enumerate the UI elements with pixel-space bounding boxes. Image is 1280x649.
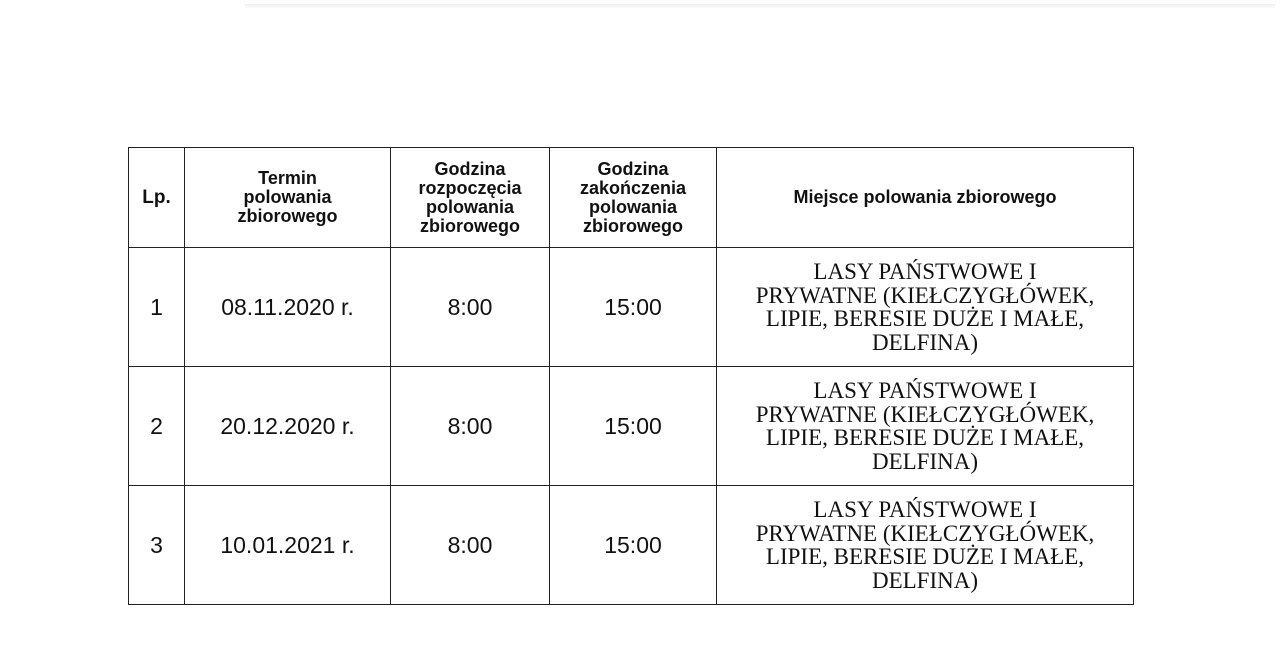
header-start-time [391, 148, 550, 248]
cell-end-time: 15:00 [550, 367, 717, 486]
place-line: DELFINA) [871, 567, 979, 593]
cell-start-time: 8:00 [391, 367, 550, 486]
place-line: DELFINA) [871, 329, 979, 355]
header-line: polowania [243, 187, 332, 207]
header-line: Godzina [597, 158, 669, 179]
cell-start-time: 8:00 [391, 486, 550, 605]
cell-date: 08.11.2020 r. [185, 248, 391, 367]
cell-place [717, 367, 1134, 486]
table-row [129, 486, 1134, 605]
header-line: Godzina [434, 158, 506, 179]
scan-edge-shadow [245, 4, 1275, 8]
table-row [129, 367, 1134, 486]
header-line: zbiorowego [583, 215, 683, 236]
table-row [129, 248, 1134, 367]
place-line: LIPIE, BERESIE DUŻE I MAŁE, [765, 306, 1085, 331]
cell-end-time: 15:00 [550, 248, 717, 367]
place-line: DELFINA) [871, 448, 979, 474]
place-line: PRYWATNE (KIEŁCZYGŁÓWEK, [755, 282, 1095, 308]
place-line: PRYWATNE (KIEŁCZYGŁÓWEK, [755, 401, 1095, 427]
cell-lp: 1 [129, 248, 185, 367]
cell-place [717, 486, 1134, 605]
header-line: rozpoczęcia [418, 177, 522, 198]
cell-date: 10.01.2021 r. [185, 486, 391, 605]
cell-end-time: 15:00 [550, 486, 717, 605]
cell-lp: 3 [129, 486, 185, 605]
cell-start-time: 8:00 [391, 248, 550, 367]
header-lp: Lp. [129, 148, 185, 248]
place-line: LIPIE, BERESIE DUŻE I MAŁE, [765, 425, 1085, 450]
header-line: Termin [258, 168, 317, 188]
header-line: zbiorowego [420, 215, 520, 236]
place-line: PRYWATNE (KIEŁCZYGŁÓWEK, [755, 520, 1095, 546]
header-termin [185, 148, 391, 248]
header-line: zakończenia [579, 177, 687, 198]
header-end-time [550, 148, 717, 248]
header-line: zbiorowego [237, 206, 338, 226]
header-line: polowania [588, 196, 677, 217]
cell-lp: 2 [129, 367, 185, 486]
header-place: Miejsce polowania zbiorowego [717, 148, 1134, 248]
place-line: LASY PAŃSTWOWE I [813, 497, 1037, 522]
header-line: polowania [425, 196, 514, 217]
hunting-schedule-table [128, 147, 1134, 605]
place-line: LASY PAŃSTWOWE I [813, 259, 1037, 284]
place-line: LASY PAŃSTWOWE I [813, 378, 1037, 403]
cell-place [717, 248, 1134, 367]
header-row [129, 148, 1134, 248]
place-line: LIPIE, BERESIE DUŻE I MAŁE, [765, 544, 1085, 569]
cell-date: 20.12.2020 r. [185, 367, 391, 486]
